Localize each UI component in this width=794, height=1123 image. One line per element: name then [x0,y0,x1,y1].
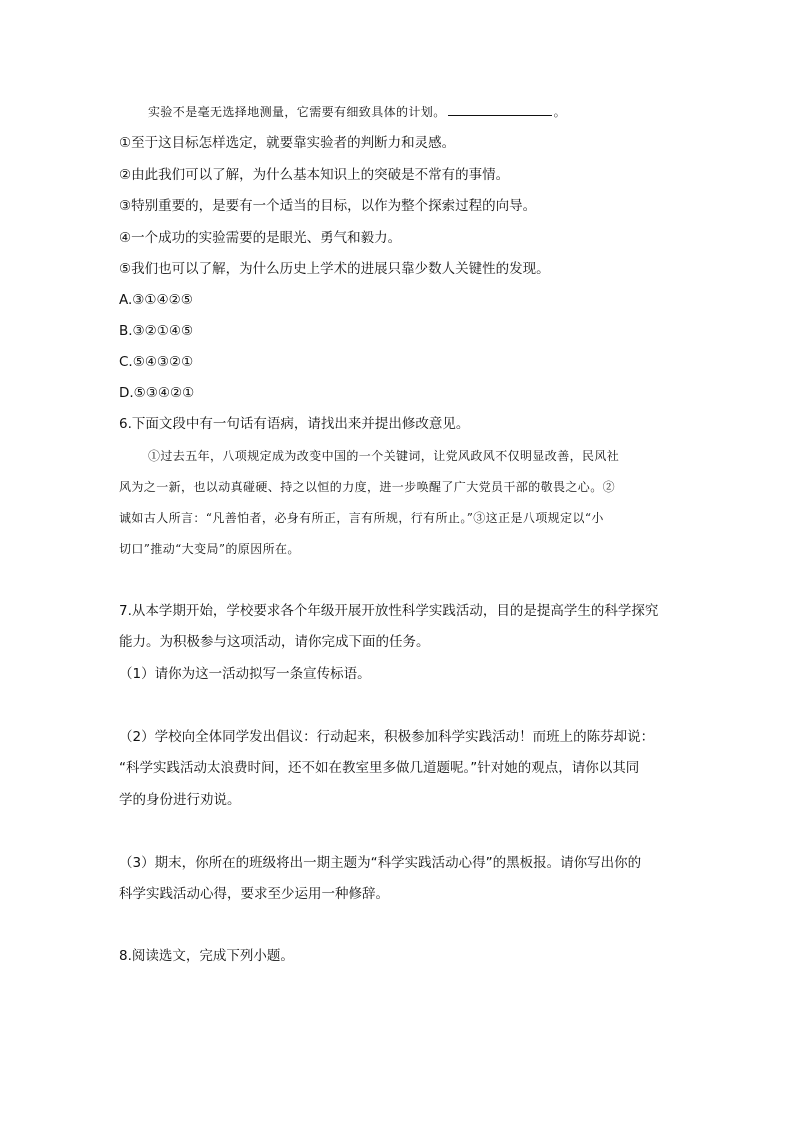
answer-blank [448,103,552,116]
option-3: ③特别重要的，是要有一个适当的目标，以作为整个探索过程的向导。 [119,198,537,214]
q7-task-2-line-3: 学的身份进行劝说。 [119,792,241,808]
q6-passage-line-2: 风为之一新，也以动真碰硬、持之以恒的力度，进一步唤醒了广大党员干部的敬畏之心。② [119,480,616,494]
question-7-intro-1: 7.从本学期开始，学校要求各个年级开展开放性科学实践活动，目的是提高学生的科学探究 [119,603,659,619]
choice-a: A.③①④②⑤ [119,292,193,308]
question-6-title: 6.下面文段中有一句话有语病，请找出来并提出修改意见。 [119,416,470,432]
question-7-intro-2: 能力。为积极参与这项活动，请你完成下面的任务。 [119,634,430,650]
option-2: ②由此我们可以了解，为什么基本知识上的突破是不常有的事情。 [119,167,510,183]
choice-d: D.⑤③④②① [119,385,195,401]
option-5: ⑤我们也可以了解，为什么历史上学术的进展只靠少数人关键性的发现。 [119,261,550,277]
intro-text: 实验不是毫无选择地测量，它需要有细致具体的计划。 [148,105,446,119]
intro-end: 。 [553,105,567,119]
q6-passage-line-4: 切口”推动“大变局”的原因所在。 [119,542,300,556]
option-4: ④一个成功的实验需要的是眼光、勇气和毅力。 [119,230,402,246]
choice-c: C.⑤④③②① [119,354,194,370]
intro-sentence [148,102,566,122]
q7-task-2-line-2: “科学实践活动太浪费时间，还不如在教室里多做几道题呢。”针对她的观点，请你以其同 [119,760,640,776]
choice-b: B.③②①④⑤ [119,323,194,339]
q7-task-3-line-2: 科学实践活动心得，要求至少运用一种修辞。 [119,886,389,902]
q7-task-3-line-1: （3）期末，你所在的班级将出一期主题为“科学实践活动心得”的黑板报。请你写出你的 [119,855,642,871]
q6-passage-line-3: 诚如古人所言：“凡善怕者，必身有所正，言有所规，行有所止。”③这正是八项规定以“小 [119,511,604,525]
q7-task-1: （1）请你为这一活动拟写一条宣传标语。 [119,666,371,682]
option-1: ①至于这目标怎样选定，就要靠实验者的判断力和灵感。 [119,135,456,151]
question-8-title: 8.阅读选文，完成下列小题。 [119,948,294,964]
q7-task-2-line-1: （2）学校向全体同学发出倡议：行动起来，积极参加科学实践活动！而班上的陈芬却说： [119,729,655,745]
q6-passage-line-1: ①过去五年，八项规定成为改变中国的一个关键词，让党风政风不仅明显改善，民风社 [148,449,620,463]
